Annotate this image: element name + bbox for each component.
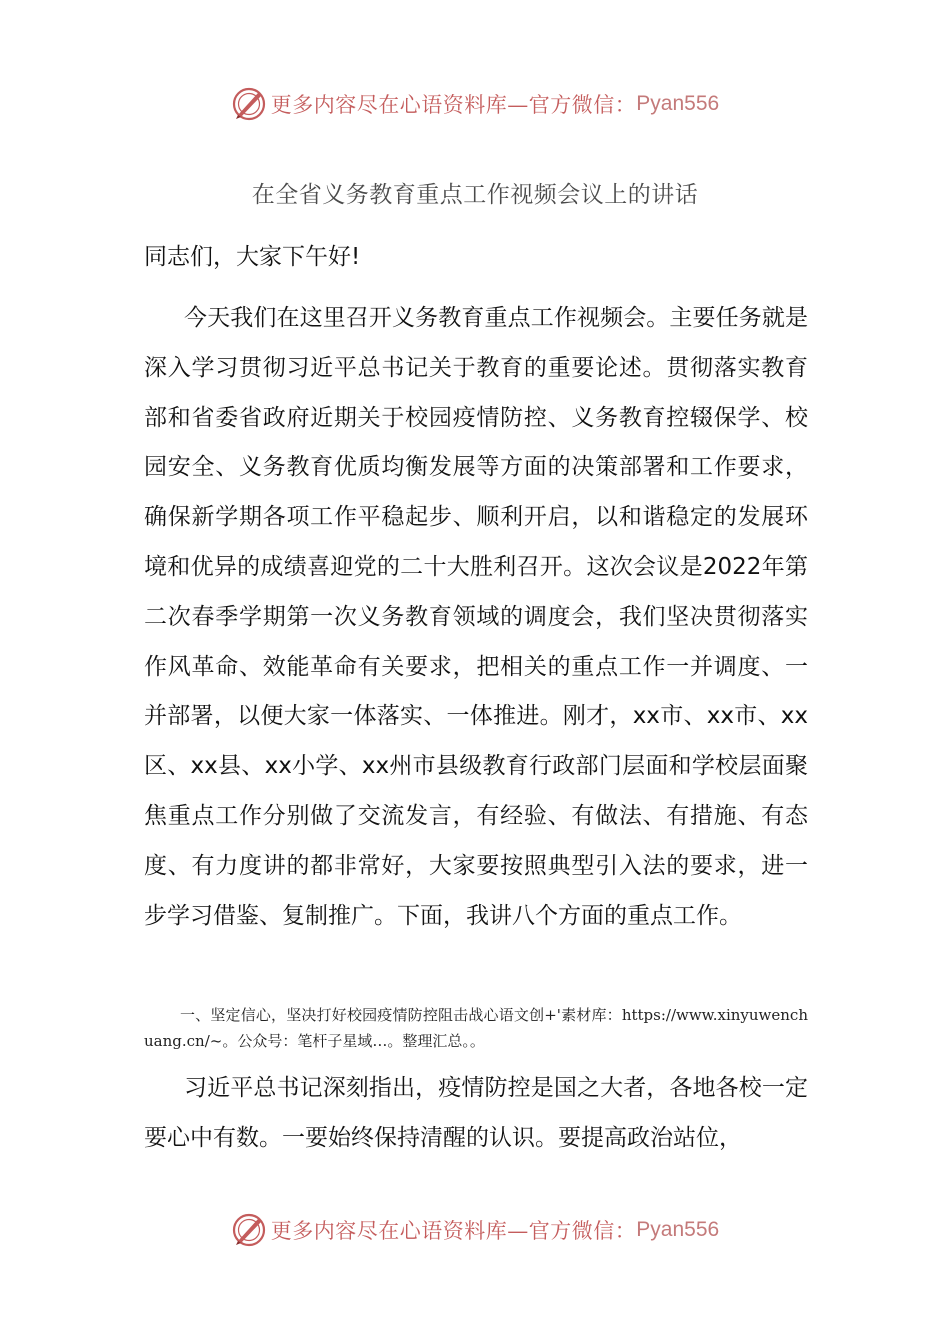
footer-watermark-banner bbox=[0, 1208, 950, 1252]
banner-wechat-id: Pyan556 bbox=[636, 92, 720, 115]
pen-circle-logo-icon bbox=[231, 1212, 267, 1248]
body-paragraph-2: 习近平总书记深刻指出，疫情防控是国之大者，各地各校一定要心中有数。一要始终保持清醒的认识。要提高政治站位， bbox=[144, 1075, 808, 1151]
document-title: 在全省义务教育重点工作视频会议上的讲话 bbox=[251, 182, 699, 208]
body-paragraph-1: 今天我们在这里召开义务教育重点工作视频会。主要任务就是深入学习贯彻习近平总书记关于教育的重要论述。贯彻落实教育部和省委省政府近期关于校园疫情防控、义务教育控辍保学、校园安全、义务教育优质均衡发展等方面的决策部署和工作要求，确保新学期各项工作平稳起步、顺利开启，以和谐稳定的发展环境和优异的成绩喜迎党的二十大胜利召开。这次会议是2022年第二次春季学期第一次义务教育领域的调度会，我们坚决贯彻落实作风革命、效能革命有关要求，把相关的重点工作一并调度、一并部署，以便大家一体落实、一体推进。刚才，xx市、xx市、xx区、xx县、xx小学、xx州市县级教育行政部门层面和学校层面聚焦重点工作分别做了交流发言，有经验、有做法、有措施、有态度、有力度讲的都非常好，大家要按照典型引入法的要求，进一步学习借鉴、复制推广。下面，我讲八个方面的重点工作。 bbox=[144, 305, 808, 929]
header-watermark-banner bbox=[0, 82, 950, 126]
banner-text: 更多内容尽在心语资料库—官方微信： bbox=[270, 1219, 637, 1243]
banner-wechat-id: Pyan556 bbox=[636, 1218, 720, 1241]
pen-circle-logo-icon bbox=[231, 86, 267, 122]
greeting-line: 同志们，大家下午好! bbox=[144, 244, 361, 270]
banner-text: 更多内容尽在心语资料库—官方微信： bbox=[270, 93, 637, 117]
section-heading-1: 一、坚定信心，坚决打好校园疫情防控阻击战心语文创+'素材库：https://www.xinyuwenchuang.cn/~。公众号：笔杆子星域…。整理汇总。。 bbox=[144, 1006, 808, 1050]
